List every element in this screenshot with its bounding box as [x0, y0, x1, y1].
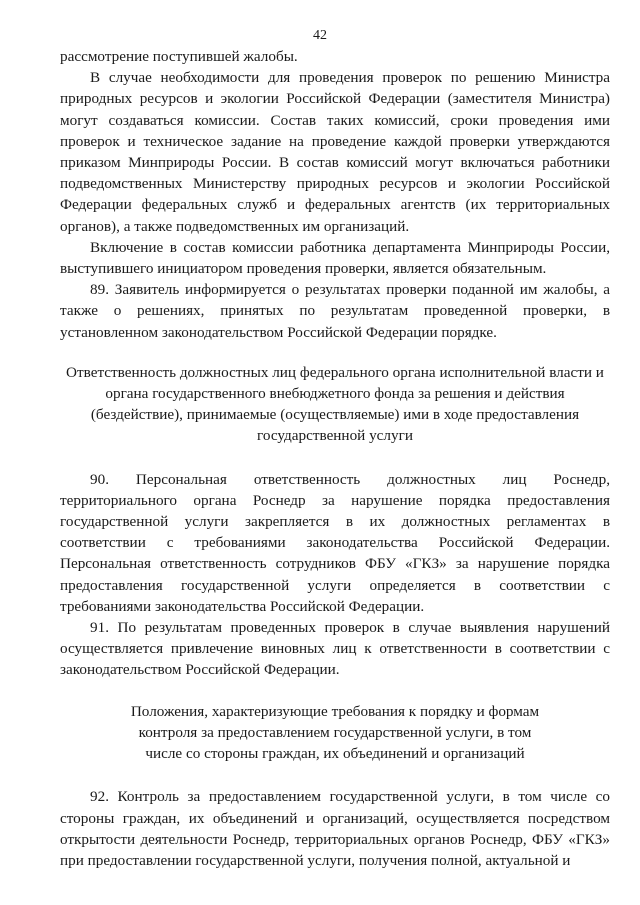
paragraph-90: 90. Персональная ответственность должностных лиц Роснедр, территориального органа Роснедр за нарушение порядка предоставления государственной услуги закрепляется в их должностных регламентах в соответствии с требованиями законодательства Российской Федерации. Персональная ответственность сотрудников ФБУ «ГКЗ» за нарушение порядка предоставления государственной услуги определяется в соответствии с требованиями законодательства Российской Федерации.: [60, 470, 610, 615]
paragraph-commission-inclusion: Включение в состав комиссии работника департамента Минприроды России, выступившего инициатором проведения проверки, является обязательным.: [60, 238, 610, 278]
section-heading-control: Положения, характеризующие требования к порядку и формам контроля за предоставлением государственной услуги, в том числе со стороны граждан, их объединений и организаций: [130, 702, 540, 763]
paragraph-92: 92. Контроль за предоставлением государственной услуги, в том числе со стороны граждан, их объединений и организаций, осуществляется посредством открытости деятельности Роснедр, территориальных органов Роснедр, ФБУ «ГКЗ» при предоставлении государственной услуги, получения полной, актуальной и: [60, 788, 610, 869]
section-heading-responsibility: Ответственность должностных лиц федерального органа исполнительной власти и органа государственного внебюджетного фонда за решения и действия (бездействие), принимаемые (осуществляемые) ими в ходе предоставления государственной услуги: [66, 363, 604, 445]
document-body: [60, 46, 610, 871]
paragraph-commissions: В случае необходимости для проведения проверок по решению Министра природных ресурсов и экологии Российской Федерации (заместителя Министра) могут создаваться комиссии. Состав таких комиссий, сроки проведения ими проверок и техническое задание на проведение каждой проверки утверждаются приказом Минприроды России. В состав комиссий могут включаться работники подведомственных Министерству природных ресурсов и экологии Российской Федерации федеральных служб и федеральных агентств (их территориальных органов), а также подведомственных им организаций.: [60, 69, 610, 235]
paragraph-91: 91. По результатам проведенных проверок в случае выявления нарушений осуществляется привлечение виновных лиц к ответственности в соответствии с законодательством Российской Федерации.: [60, 619, 610, 679]
paragraph-continuation: рассмотрение поступившей жалобы.: [60, 48, 298, 65]
page-number: 42: [313, 28, 327, 43]
paragraph-89: 89. Заявитель информируется о результатах проверки поданной им жалобы, а также о решениях, принятых по результатам проведенной проверки, в установленном законодательством Российской Федерации порядке.: [60, 281, 610, 341]
